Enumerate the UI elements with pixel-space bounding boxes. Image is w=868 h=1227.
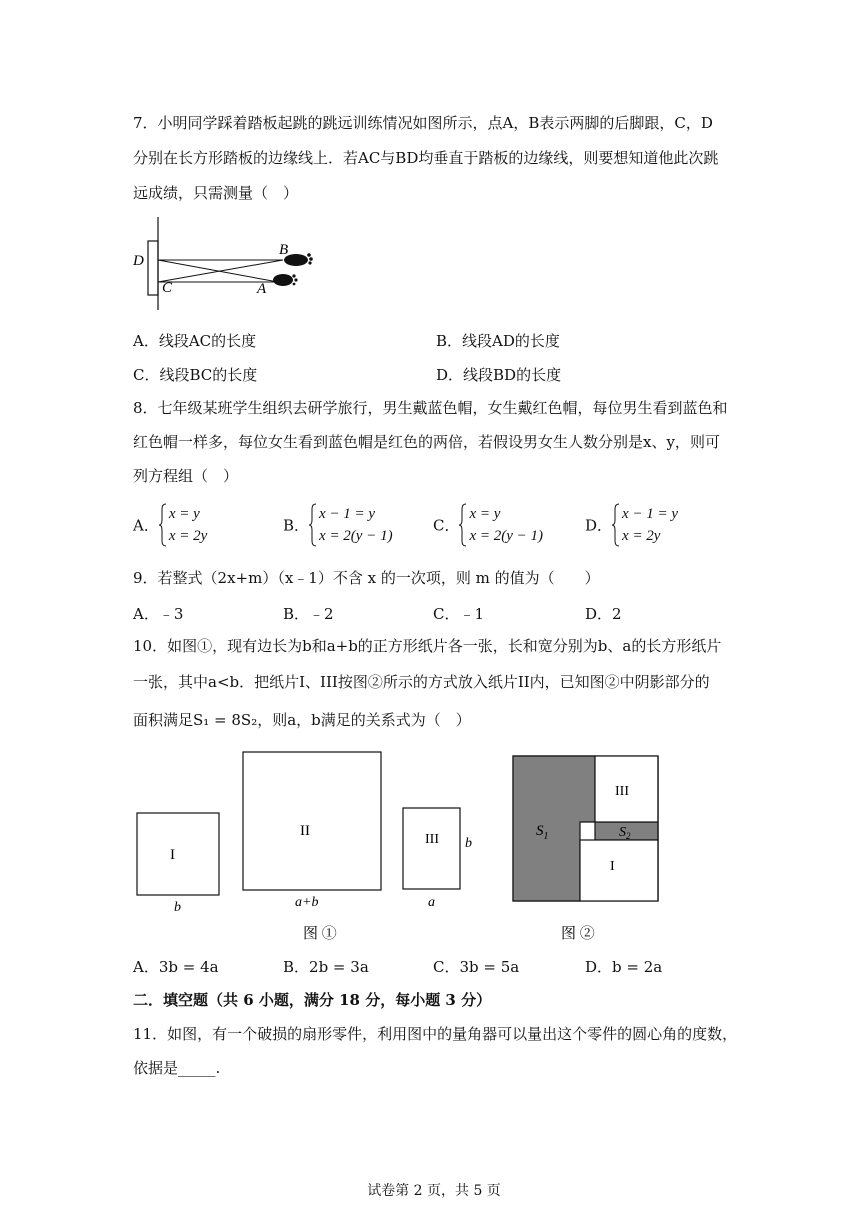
square-ii — [243, 752, 381, 890]
q10-line1: 10．如图①，现有边长为b和a+b的正方形纸片各一张，长和宽分别为b、a的长方形纸片 — [133, 637, 722, 655]
q7-option-d[interactable]: D．线段BD的长度 — [436, 366, 562, 384]
footprint-b-icon — [284, 253, 313, 266]
page-footer: 试卷第 2 页，共 5 页 — [367, 1183, 501, 1199]
q7-line3: 远成绩，只需测量（ ） — [133, 184, 299, 202]
svg-text:S1: $S_1$ — [536, 823, 549, 842]
q7-option-c[interactable]: C．线段BC的长度 — [133, 366, 258, 384]
label-b: B — [279, 242, 289, 258]
q11-line2: 依据是_____. — [133, 1059, 221, 1077]
q10-option-c[interactable]: C．3b = 5a — [433, 958, 520, 976]
brace-icon — [159, 503, 167, 547]
label-c: C — [162, 280, 173, 296]
q10-figure-1 — [128, 745, 488, 945]
q7-option-a[interactable]: A．线段AC的长度 — [133, 332, 257, 350]
brace-icon — [309, 503, 317, 547]
svg-text:I: I — [170, 847, 175, 863]
figure-2-caption: 图 ② — [561, 926, 595, 942]
q10-option-d[interactable]: D．b = 2a — [585, 958, 663, 976]
svg-text:S2: $S_2$ — [619, 825, 631, 841]
svg-text:III: III — [615, 784, 629, 799]
figure-1-caption: 图 ① — [303, 926, 337, 942]
q8-option-a[interactable]: A． x = y x = 2y — [133, 503, 207, 547]
brace-icon — [612, 503, 620, 547]
label-a: A — [257, 281, 267, 297]
q9-option-c[interactable]: C．﹣1 — [433, 605, 485, 623]
svg-text:b: b — [174, 900, 181, 915]
q10-line3: 面积满足S₁ = 8S₂，则a，b满足的关系式为（ ） — [133, 711, 471, 729]
square-i — [137, 813, 219, 895]
q10-option-a[interactable]: A．3b = 4a — [133, 958, 219, 976]
q9-line1: 9．若整式（2x+m）（x﹣1）不含 x 的一次项，则 m 的值为（ ） — [133, 569, 600, 587]
svg-text:III: III — [425, 832, 439, 847]
svg-text:I: I — [610, 859, 615, 874]
q8-option-d[interactable]: D． x − 1 = y x = 2y — [585, 503, 678, 547]
q7-line2: 分别在长方形踏板的边缘线上．若AC与BD均垂直于踏板的边缘线，则要想知道他此次跳 — [133, 149, 719, 167]
q7-line1: 7．小明同学踩着踏板起跳的跳远训练情况如图所示，点A，B表示两脚的后脚跟，C，D — [133, 114, 713, 132]
q7-option-b[interactable]: B．线段AD的长度 — [436, 332, 560, 350]
label-d: D — [133, 253, 144, 269]
q10-figure-2 — [505, 745, 670, 945]
footprint-a-icon — [273, 274, 298, 286]
q8-line3: 列方程组（ ） — [133, 467, 239, 485]
q8-option-b[interactable]: B． x − 1 = y x = 2(y − 1) — [283, 503, 393, 547]
q10-line2: 一张，其中a<b．把纸片I、III按图②所示的方式放入纸片II内，已知图②中阴影部分的 — [133, 673, 710, 691]
svg-text:b: b — [465, 836, 472, 851]
q8-line2: 红色帽一样多，每位女生看到蓝色帽是红色的两倍，若假设男女生人数分别是x、y，则可 — [133, 433, 720, 451]
q8-option-c[interactable]: C． x = y x = 2(y − 1) — [433, 503, 543, 547]
q9-option-a[interactable]: A．﹣3 — [133, 605, 184, 623]
q9-option-b[interactable]: B．﹣2 — [283, 605, 334, 623]
svg-text:a: a — [428, 895, 435, 910]
q10-option-b[interactable]: B．2b = 3a — [283, 958, 369, 976]
q8-line1: 8．七年级某班学生组织去研学旅行，男生戴蓝色帽，女生戴红色帽，每位男生看到蓝色和 — [133, 399, 728, 417]
q11-line1: 11．如图，有一个破损的扇形零件，利用图中的量角器可以量出这个零件的圆心角的度数， — [133, 1025, 738, 1043]
brace-icon — [459, 503, 467, 547]
q7-long-jump-figure — [128, 212, 328, 314]
svg-text:a+b: a+b — [295, 895, 319, 910]
q9-option-d[interactable]: D．2 — [585, 605, 622, 623]
piece-i — [580, 840, 658, 901]
rect-iii — [403, 808, 460, 889]
svg-text:II: II — [300, 823, 310, 839]
section-heading: 二．填空题（共 6 小题，满分 18 分，每小题 3 分） — [133, 991, 492, 1009]
